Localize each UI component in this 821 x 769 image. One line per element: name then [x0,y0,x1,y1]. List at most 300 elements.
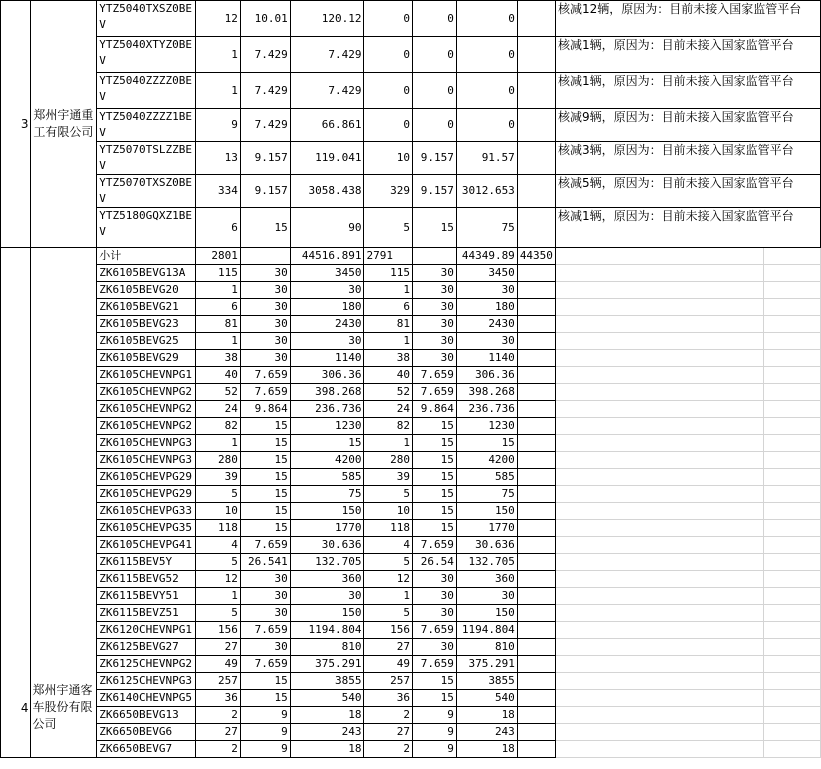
empty-cell[interactable] [764,673,821,690]
value-cell[interactable]: 15 [240,469,290,486]
value-cell[interactable]: 1 [196,435,241,452]
value-cell[interactable]: 2 [196,707,241,724]
value-cell[interactable]: 0 [456,1,517,37]
value-cell[interactable]: 18 [290,741,364,758]
value-cell[interactable]: 6 [196,208,241,248]
value-cell[interactable]: 360 [456,571,517,588]
value-cell[interactable]: 1 [364,282,413,299]
value-cell[interactable]: 15 [240,503,290,520]
empty-cell[interactable] [764,503,821,520]
value-cell[interactable]: 0 [413,1,457,37]
empty-cell[interactable] [555,316,763,333]
empty-cell[interactable] [555,724,763,741]
value-cell[interactable]: 150 [290,605,364,622]
empty-cell[interactable] [555,741,763,758]
value-cell[interactable]: 118 [196,520,241,537]
empty-cell[interactable] [764,265,821,282]
value-cell[interactable]: 15 [456,435,517,452]
value-cell[interactable]: 30 [413,265,457,282]
value-cell[interactable]: 9 [240,724,290,741]
value-cell[interactable]: 7.429 [290,73,364,109]
empty-cell[interactable] [517,690,555,707]
value-cell[interactable]: 810 [456,639,517,656]
value-cell[interactable]: 150 [290,503,364,520]
value-cell[interactable]: 36 [196,690,241,707]
empty-cell[interactable] [555,265,763,282]
model-cell[interactable]: ZK6105BEVG20 [97,282,196,299]
value-cell[interactable]: 27 [364,724,413,741]
model-cell[interactable]: ZK6105CHEVPG29 [97,486,196,503]
empty-cell[interactable] [764,452,821,469]
empty-cell[interactable] [555,384,763,401]
value-cell[interactable]: 3058.438 [290,175,364,208]
value-cell[interactable]: 15 [413,486,457,503]
value-cell[interactable]: 1140 [290,350,364,367]
value-cell[interactable]: 9 [240,741,290,758]
value-cell[interactable]: 40 [364,367,413,384]
value-cell[interactable]: 7.659 [240,384,290,401]
value-cell[interactable]: 10 [196,503,241,520]
model-cell[interactable]: ZK6105CHEVNPG1 [97,367,196,384]
empty-cell[interactable] [555,639,763,656]
empty-cell[interactable] [555,503,763,520]
value-cell[interactable]: 1 [364,435,413,452]
value-cell[interactable]: 30 [413,282,457,299]
value-cell[interactable]: 257 [364,673,413,690]
empty-cell[interactable] [517,175,555,208]
value-cell[interactable]: 5 [364,486,413,503]
note-cell[interactable]: 核减1辆，原因为：目前未接入国家监管平台 [555,37,820,73]
empty-cell[interactable] [555,571,763,588]
value-cell[interactable]: 10.01 [240,1,290,37]
model-cell[interactable]: ZK6140CHEVNPG5 [97,690,196,707]
value-cell[interactable]: 7.659 [413,367,457,384]
value-cell[interactable]: 1230 [290,418,364,435]
value-cell[interactable]: 30 [413,316,457,333]
empty-cell[interactable] [517,622,555,639]
value-cell[interactable]: 0 [456,37,517,73]
value-cell[interactable]: 306.36 [456,367,517,384]
empty-cell[interactable] [764,537,821,554]
value-cell[interactable]: 132.705 [456,554,517,571]
model-cell[interactable]: ZK6105CHEVNPG2 [97,401,196,418]
value-cell[interactable]: 329 [364,175,413,208]
value-cell[interactable]: 4 [364,537,413,554]
empty-cell[interactable] [517,656,555,673]
value-cell[interactable]: 1 [196,282,241,299]
value-cell[interactable]: 15 [413,673,457,690]
empty-cell[interactable] [555,350,763,367]
empty-cell[interactable] [517,435,555,452]
model-cell[interactable]: ZK6105CHEVNPG2 [97,384,196,401]
value-cell[interactable]: 5 [196,486,241,503]
value-cell[interactable]: 40 [196,367,241,384]
note-cell[interactable]: 核减1辆，原因为：目前未接入国家监管平台 [555,208,820,248]
value-cell[interactable]: 375.291 [290,656,364,673]
value-cell[interactable]: 30 [240,299,290,316]
value-cell[interactable]: 1194.804 [456,622,517,639]
note-cell[interactable]: 核减9辆，原因为：目前未接入国家监管平台 [555,109,820,142]
value-cell[interactable]: 132.705 [290,554,364,571]
subtotal-value-cell[interactable]: 2801 [196,248,241,265]
value-cell[interactable]: 156 [364,622,413,639]
model-cell[interactable]: ZK6105CHEVPG41 [97,537,196,554]
value-cell[interactable]: 13 [196,142,241,175]
value-cell[interactable]: 26.54 [413,554,457,571]
empty-cell[interactable] [764,248,821,265]
value-cell[interactable]: 15 [240,208,290,248]
value-cell[interactable]: 27 [196,724,241,741]
value-cell[interactable]: 1230 [456,418,517,435]
empty-cell[interactable] [517,401,555,418]
empty-cell[interactable] [555,588,763,605]
value-cell[interactable]: 24 [196,401,241,418]
value-cell[interactable]: 398.268 [290,384,364,401]
value-cell[interactable]: 15 [413,418,457,435]
value-cell[interactable]: 7.429 [240,37,290,73]
empty-cell[interactable] [517,605,555,622]
empty-cell[interactable] [555,486,763,503]
model-cell[interactable]: ZK6125CHEVNPG3 [97,673,196,690]
empty-cell[interactable] [517,384,555,401]
model-cell[interactable]: ZK6105CHEVPG35 [97,520,196,537]
value-cell[interactable]: 15 [240,673,290,690]
model-cell[interactable]: YTZ5040ZZZZ0BEV [97,73,196,109]
value-cell[interactable]: 39 [364,469,413,486]
value-cell[interactable]: 7.659 [413,384,457,401]
empty-cell[interactable] [555,520,763,537]
empty-cell[interactable] [517,109,555,142]
value-cell[interactable]: 2430 [290,316,364,333]
value-cell[interactable]: 398.268 [456,384,517,401]
empty-cell[interactable] [555,656,763,673]
empty-cell[interactable] [555,537,763,554]
value-cell[interactable]: 15 [240,520,290,537]
value-cell[interactable]: 15 [240,452,290,469]
value-cell[interactable]: 1 [196,37,241,73]
value-cell[interactable]: 36 [364,690,413,707]
empty-cell[interactable] [764,367,821,384]
empty-cell[interactable] [764,282,821,299]
value-cell[interactable]: 2 [196,741,241,758]
empty-cell[interactable] [555,248,763,265]
empty-cell[interactable] [517,673,555,690]
value-cell[interactable]: 3450 [290,265,364,282]
value-cell[interactable]: 9.157 [413,175,457,208]
value-cell[interactable]: 243 [290,724,364,741]
value-cell[interactable]: 81 [196,316,241,333]
value-cell[interactable]: 91.57 [456,142,517,175]
empty-cell[interactable] [764,486,821,503]
value-cell[interactable]: 39 [196,469,241,486]
value-cell[interactable]: 7.429 [290,37,364,73]
value-cell[interactable]: 9.157 [240,175,290,208]
note-cell[interactable]: 核减3辆，原因为：目前未接入国家监管平台 [555,142,820,175]
value-cell[interactable]: 118 [364,520,413,537]
value-cell[interactable]: 1 [196,73,241,109]
value-cell[interactable]: 30 [456,333,517,350]
value-cell[interactable]: 156 [196,622,241,639]
empty-cell[interactable] [764,554,821,571]
empty-cell[interactable] [764,299,821,316]
value-cell[interactable]: 9.157 [240,142,290,175]
value-cell[interactable]: 6 [364,299,413,316]
value-cell[interactable]: 3855 [290,673,364,690]
model-cell[interactable]: ZK6105CHEVPG33 [97,503,196,520]
model-cell[interactable]: YTZ5070TXSZ0BEV [97,175,196,208]
value-cell[interactable]: 30 [413,588,457,605]
value-cell[interactable]: 9 [413,707,457,724]
value-cell[interactable]: 9 [240,707,290,724]
value-cell[interactable]: 236.736 [456,401,517,418]
empty-cell[interactable] [517,639,555,656]
subtotal-value-cell[interactable]: 44349.89 [456,248,517,265]
value-cell[interactable]: 9.864 [413,401,457,418]
model-cell[interactable]: YTZ5040ZZZZ1BEV [97,109,196,142]
value-cell[interactable]: 4 [196,537,241,554]
value-cell[interactable]: 12 [364,571,413,588]
value-cell[interactable]: 0 [364,73,413,109]
value-cell[interactable]: 3450 [456,265,517,282]
value-cell[interactable]: 18 [290,707,364,724]
value-cell[interactable]: 27 [196,639,241,656]
value-cell[interactable]: 38 [196,350,241,367]
value-cell[interactable]: 15 [413,520,457,537]
value-cell[interactable]: 236.736 [290,401,364,418]
empty-cell[interactable] [517,503,555,520]
value-cell[interactable]: 3855 [456,673,517,690]
empty-cell[interactable] [555,707,763,724]
value-cell[interactable]: 150 [456,605,517,622]
value-cell[interactable]: 7.659 [240,622,290,639]
value-cell[interactable]: 15 [413,469,457,486]
value-cell[interactable]: 1194.804 [290,622,364,639]
empty-cell[interactable] [517,350,555,367]
value-cell[interactable]: 0 [364,1,413,37]
empty-cell[interactable] [413,248,457,265]
empty-cell[interactable] [764,571,821,588]
subtotal-label-cell[interactable]: 小计 [97,248,196,265]
value-cell[interactable]: 4200 [290,452,364,469]
empty-cell[interactable] [764,333,821,350]
value-cell[interactable]: 2 [364,707,413,724]
model-cell[interactable]: ZK6650BEVG6 [97,724,196,741]
value-cell[interactable]: 30 [413,333,457,350]
value-cell[interactable]: 30.636 [290,537,364,554]
value-cell[interactable]: 3012.653 [456,175,517,208]
value-cell[interactable]: 5 [364,208,413,248]
model-cell[interactable]: ZK6105BEVG13A [97,265,196,282]
empty-cell[interactable] [555,605,763,622]
value-cell[interactable]: 0 [456,109,517,142]
subtotal-value-cell[interactable]: 44350 [517,248,555,265]
value-cell[interactable]: 119.041 [290,142,364,175]
value-cell[interactable]: 30 [290,282,364,299]
value-cell[interactable]: 49 [364,656,413,673]
value-cell[interactable]: 52 [364,384,413,401]
empty-cell[interactable] [764,435,821,452]
value-cell[interactable]: 115 [364,265,413,282]
empty-cell[interactable] [555,299,763,316]
value-cell[interactable]: 540 [456,690,517,707]
value-cell[interactable]: 9 [413,724,457,741]
empty-cell[interactable] [517,724,555,741]
model-cell[interactable]: YTZ5070TSLZZBEV [97,142,196,175]
value-cell[interactable]: 280 [196,452,241,469]
value-cell[interactable]: 5 [364,605,413,622]
empty-cell[interactable] [517,367,555,384]
empty-cell[interactable] [517,418,555,435]
empty-cell[interactable] [764,588,821,605]
value-cell[interactable]: 30 [290,588,364,605]
value-cell[interactable]: 90 [290,208,364,248]
empty-cell[interactable] [517,537,555,554]
empty-cell[interactable] [555,622,763,639]
value-cell[interactable]: 30 [456,282,517,299]
empty-cell[interactable] [764,707,821,724]
empty-cell[interactable] [555,418,763,435]
empty-cell[interactable] [764,639,821,656]
value-cell[interactable]: 7.659 [413,622,457,639]
value-cell[interactable]: 30 [240,316,290,333]
value-cell[interactable]: 30 [413,299,457,316]
note-cell[interactable]: 核减5辆，原因为：目前未接入国家监管平台 [555,175,820,208]
value-cell[interactable]: 15 [240,435,290,452]
value-cell[interactable]: 243 [456,724,517,741]
value-cell[interactable]: 280 [364,452,413,469]
empty-cell[interactable] [764,690,821,707]
value-cell[interactable]: 15 [240,418,290,435]
empty-cell[interactable] [517,316,555,333]
model-cell[interactable]: ZK6650BEVG7 [97,741,196,758]
empty-cell[interactable] [517,299,555,316]
value-cell[interactable]: 52 [196,384,241,401]
value-cell[interactable]: 75 [456,486,517,503]
value-cell[interactable]: 0 [364,37,413,73]
empty-cell[interactable] [555,554,763,571]
value-cell[interactable]: 30 [413,350,457,367]
empty-cell[interactable] [764,656,821,673]
note-cell[interactable]: 核减12辆，原因为：目前未接入国家监管平台 [555,1,820,37]
value-cell[interactable]: 1 [364,588,413,605]
empty-cell[interactable] [517,142,555,175]
empty-cell[interactable] [517,208,555,248]
value-cell[interactable]: 585 [456,469,517,486]
value-cell[interactable]: 180 [290,299,364,316]
value-cell[interactable]: 9.157 [413,142,457,175]
empty-cell[interactable] [517,1,555,37]
empty-cell[interactable] [517,588,555,605]
value-cell[interactable]: 30 [456,588,517,605]
value-cell[interactable]: 12 [196,571,241,588]
value-cell[interactable]: 30 [240,571,290,588]
value-cell[interactable]: 10 [364,142,413,175]
empty-cell[interactable] [764,316,821,333]
value-cell[interactable]: 257 [196,673,241,690]
value-cell[interactable]: 15 [413,435,457,452]
empty-cell[interactable] [517,333,555,350]
value-cell[interactable]: 75 [290,486,364,503]
empty-cell[interactable] [555,401,763,418]
model-cell[interactable]: ZK6105CHEVPG29 [97,469,196,486]
value-cell[interactable]: 1770 [290,520,364,537]
empty-cell[interactable] [555,690,763,707]
value-cell[interactable]: 15 [240,690,290,707]
value-cell[interactable]: 30 [413,571,457,588]
empty-cell[interactable] [517,37,555,73]
model-cell[interactable]: ZK6120CHEVNPG1 [97,622,196,639]
model-cell[interactable]: ZK6115BEVG52 [97,571,196,588]
value-cell[interactable]: 360 [290,571,364,588]
empty-cell[interactable] [517,73,555,109]
value-cell[interactable]: 30 [240,333,290,350]
value-cell[interactable]: 375.291 [456,656,517,673]
model-cell[interactable]: ZK6115BEVY51 [97,588,196,605]
value-cell[interactable]: 30 [240,265,290,282]
empty-cell[interactable] [240,248,290,265]
model-cell[interactable]: ZK6115BEV5Y [97,554,196,571]
value-cell[interactable]: 2430 [456,316,517,333]
empty-cell[interactable] [517,554,555,571]
empty-cell[interactable] [764,350,821,367]
model-cell[interactable]: YTZ5180GQXZ1BEV [97,208,196,248]
value-cell[interactable]: 7.659 [413,656,457,673]
value-cell[interactable]: 15 [290,435,364,452]
value-cell[interactable]: 7.429 [240,73,290,109]
value-cell[interactable]: 82 [364,418,413,435]
note-cell[interactable]: 核减1辆，原因为：目前未接入国家监管平台 [555,73,820,109]
value-cell[interactable]: 15 [413,503,457,520]
empty-cell[interactable] [517,469,555,486]
value-cell[interactable]: 30 [413,605,457,622]
value-cell[interactable]: 585 [290,469,364,486]
model-cell[interactable]: ZK6105CHEVNPG3 [97,452,196,469]
value-cell[interactable]: 1140 [456,350,517,367]
empty-cell[interactable] [764,469,821,486]
value-cell[interactable]: 7.659 [240,367,290,384]
empty-cell[interactable] [517,741,555,758]
value-cell[interactable]: 0 [413,109,457,142]
value-cell[interactable]: 9 [413,741,457,758]
value-cell[interactable]: 180 [456,299,517,316]
empty-cell[interactable] [555,367,763,384]
value-cell[interactable]: 1770 [456,520,517,537]
value-cell[interactable]: 5 [196,554,241,571]
value-cell[interactable]: 30 [413,639,457,656]
empty-cell[interactable] [764,520,821,537]
value-cell[interactable]: 30 [290,333,364,350]
value-cell[interactable]: 27 [364,639,413,656]
empty-cell[interactable] [555,469,763,486]
value-cell[interactable]: 7.659 [240,537,290,554]
value-cell[interactable]: 0 [364,109,413,142]
model-cell[interactable]: ZK6105BEVG23 [97,316,196,333]
empty-cell[interactable] [764,724,821,741]
value-cell[interactable]: 334 [196,175,241,208]
value-cell[interactable]: 9.864 [240,401,290,418]
value-cell[interactable]: 49 [196,656,241,673]
empty-cell[interactable] [764,401,821,418]
value-cell[interactable]: 0 [456,73,517,109]
model-cell[interactable]: ZK6650BEVG13 [97,707,196,724]
value-cell[interactable]: 1 [364,333,413,350]
empty-cell[interactable] [517,520,555,537]
model-cell[interactable]: ZK6125CHEVNPG2 [97,656,196,673]
subtotal-value-cell[interactable]: 2791 [364,248,413,265]
value-cell[interactable]: 10 [364,503,413,520]
value-cell[interactable]: 30 [240,605,290,622]
value-cell[interactable]: 26.541 [240,554,290,571]
